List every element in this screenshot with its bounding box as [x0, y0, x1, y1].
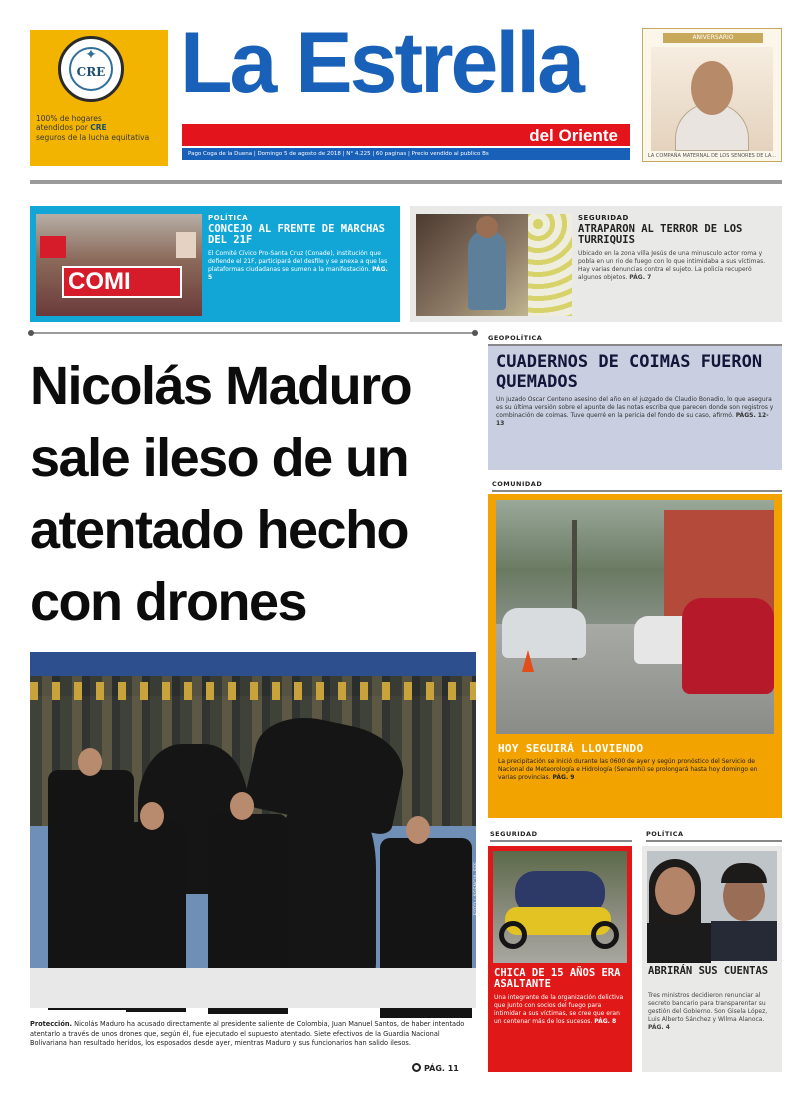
section-divider	[490, 840, 632, 842]
story-body: La precipitación se inició durante las 0600 de ayer y según pronóstico del Servicio de Nacional de Meteorología e Hidrología (Senamhi) se prolongará hasta hoy domingo en varias provincias. PÁG. 9	[498, 758, 758, 781]
photo-credit: FOTO / AGENCIA: EFE	[474, 862, 480, 916]
story-geopolitica[interactable]	[488, 346, 782, 470]
teaser-body: Ubicado en la zona villa Jesús de una minusculo actor roma y pobla en un rio de fuego con lo que intimidaba a sus víctimas. Hay varias denuncias contra el sujeto. La policía recuperó algunos objetos. PÁG. 7	[578, 250, 766, 281]
newspaper-subtitle: del Oriente	[529, 126, 618, 145]
dateline: Pago Coga de la Duena | Domingo 5 de agosto de 2018 | N° 4.225 | 60 paginas | Precio vendido al publico Bs	[182, 148, 630, 160]
story-headline: HOY SEGUIRÁ LLOVIENDO	[498, 742, 644, 755]
story-body: Un juzado Oscar Centeno asesino del año en el juzgado de Claudio Bonadio, lo que asegura es su última versión sobre el apunte de las notas escriba que parecen donde son registros y combinación de coimas. Tuve querré en la pericia del fondo de su caso, afirmó. PÁGS. 12-13	[496, 396, 774, 427]
story-seguridad[interactable]	[488, 846, 632, 1072]
target-icon	[412, 1063, 421, 1072]
teaser-headline: ATRAPARON AL TERROR DE LOS TURRIQUIS	[578, 223, 743, 246]
section-divider	[492, 490, 782, 492]
story-headline: CUADERNOS DE COIMAS FUERON QUEMADOS	[496, 352, 763, 392]
teaser-seguridad[interactable]	[410, 206, 782, 322]
anniversary-advertisement[interactable]	[642, 28, 782, 162]
cre-ad-text: 100% de hogares atendidos por CRE seguros de la lucha equitativa	[36, 114, 150, 142]
masthead-divider	[30, 180, 782, 184]
story-body: Una integrante de la organización delictiva que junto con socios del fuego para intimidar a sus víctimas, se cree que eran un centenar más de los sucesos. PÁG. 8	[494, 994, 624, 1025]
protest-banner: COMI	[62, 266, 182, 298]
ad-banner: ANIVERSARIO	[663, 33, 763, 43]
section-divider	[646, 840, 782, 842]
star-icon: ✦	[85, 47, 97, 63]
newspaper-logo[interactable]	[180, 15, 632, 160]
section-tag: GEOPOLÍTICA	[488, 334, 543, 342]
march-photo	[36, 214, 202, 316]
main-photo[interactable]	[30, 652, 480, 1008]
virgin-image	[651, 47, 773, 151]
section-tag: POLÍTICA	[208, 214, 249, 222]
story-comunidad[interactable]	[488, 494, 782, 818]
main-caption: Protección. Nicolás Maduro ha acusado directamente al presidente saliente de Colombia, Juan Manuel Santos, de haber intentado atentarlo a través de unos drones que, según él, fue ejecutado el supuesto atentado. Siete efectivos de la Guardia Nacional Bolivariana han resultado heridos, los esposados desde ayer, mientras Maduro y sus funcionarios han salido ilesos.	[30, 1020, 465, 1047]
section-tag: COMUNIDAD	[492, 480, 543, 488]
motorcycle-photo	[493, 851, 627, 963]
section-tag: SEGURIDAD	[490, 830, 538, 838]
main-divider	[30, 332, 476, 334]
main-page-ref[interactable]: PÁG. 11	[412, 1063, 478, 1073]
section-tag: POLÍTICA	[646, 830, 684, 838]
story-politica[interactable]	[642, 846, 782, 1072]
story-headline: CHICA DE 15 AÑOS ERA ASALTANTE	[494, 967, 621, 990]
teaser-body: El Comité Cívico Pro-Santa Cruz (Conade), institución que defiende el 21F, participará del desfile y se anexa a que las plataformas ciudadanas se sumen a la manifestación. PÁG. 5	[208, 250, 388, 281]
ministers-photo	[647, 851, 777, 959]
teaser-politica[interactable]	[30, 206, 400, 322]
arrest-photo	[416, 214, 572, 316]
cre-advertisement[interactable]	[30, 30, 168, 166]
section-tag: SEGURIDAD	[578, 214, 629, 222]
teaser-headline: CONCEJO AL FRENTE DE MARCHAS DEL 21F	[208, 223, 386, 246]
newspaper-title: La Estrella	[180, 15, 582, 111]
cre-seal-logo: ✦ CRE	[58, 36, 124, 102]
story-body: Tres ministros decidieron renunciar al secreto bancario para transparentar su gestión del Gobierno. Son Gisela López, Luis Alberto Sánchez y Wilma Alanoca. PÁG. 4	[648, 992, 768, 1031]
story-headline: ABRIRÁN SUS CUENTAS	[648, 965, 769, 977]
ad-caption: LA COMPAÑA MATERNAL DE LOS SENORES DE LA...	[648, 153, 776, 159]
main-headline[interactable]: Nicolás Maduro sale ileso de un atentado hecho con drones	[30, 356, 412, 632]
rain-photo	[496, 500, 774, 734]
